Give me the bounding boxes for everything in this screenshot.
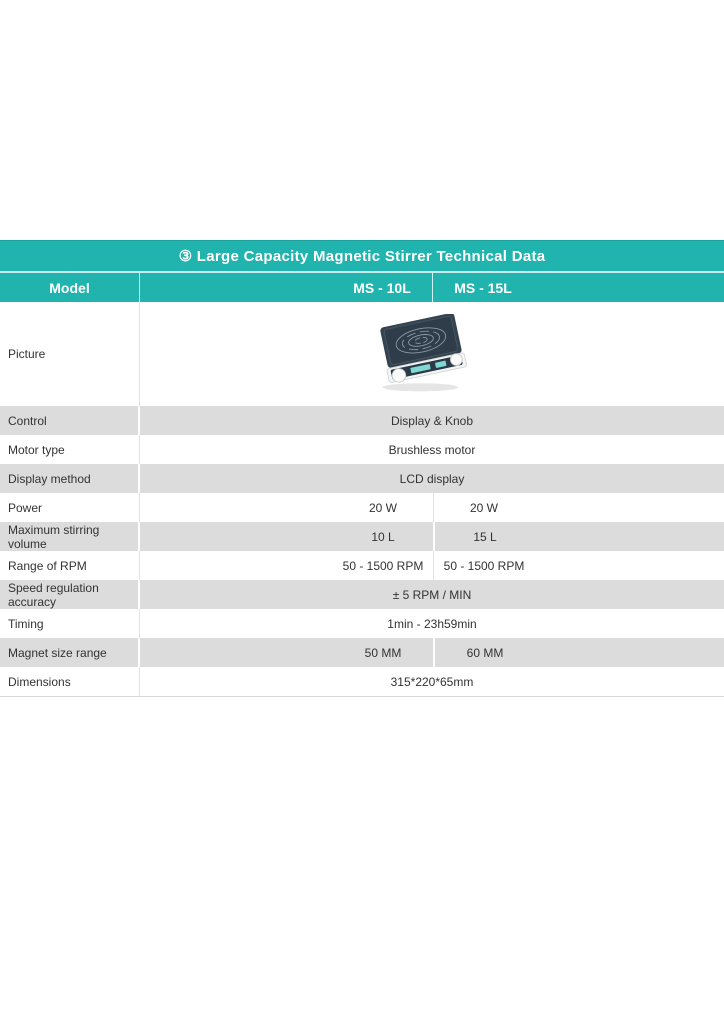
row-value-ms-15l: 15 L	[433, 522, 724, 551]
row-value: 315*220*65mm	[390, 674, 474, 689]
row-value: Display & Knob	[390, 413, 474, 428]
table-row-dimensions	[0, 667, 724, 696]
table-row-magnet-size-range	[0, 638, 724, 667]
table-row-maximum-stirring-volume	[0, 522, 724, 551]
row-label: Dimensions	[0, 667, 140, 696]
table-row-range-of-rpm	[0, 551, 724, 580]
table-row-control	[0, 406, 724, 435]
row-value: ± 5 RPM / MIN	[392, 587, 472, 602]
row-label: Display method	[0, 464, 140, 493]
column-header-ms-15l: MS - 15L	[454, 279, 512, 296]
row-label: Timing	[0, 609, 140, 638]
table-title: ③ Large Capacity Magnetic Stirrer Technical Data	[0, 240, 724, 271]
row-label: Picture	[0, 302, 140, 406]
table-row-motor-type	[0, 435, 724, 464]
row-value-ms-10l: 50 - 1500 RPM	[342, 558, 424, 573]
model-header: Model	[0, 273, 140, 302]
picture-cell	[140, 302, 724, 406]
row-value: 1min - 23h59min	[387, 616, 477, 631]
row-value-ms-15l: 20 W	[433, 493, 724, 522]
row-value: LCD display	[399, 471, 465, 486]
table-row-power	[0, 493, 724, 522]
row-value-ms-10l: 10 L	[371, 529, 395, 544]
row-value-ms-10l: 50 MM	[364, 645, 402, 660]
table-header-row	[0, 271, 724, 302]
row-label: Power	[0, 493, 140, 522]
table-row-timing	[0, 609, 724, 638]
row-value-ms-15l: 60 MM	[433, 638, 724, 667]
row-label: Maximum stirring volume	[0, 522, 140, 551]
row-label: Range of RPM	[0, 551, 140, 580]
table-row-picture	[0, 302, 724, 406]
row-value-ms-10l: 20 W	[368, 500, 397, 515]
table-row-display-method	[0, 464, 724, 493]
row-label: Motor type	[0, 435, 140, 464]
column-header-ms-10l: MS - 10L	[140, 273, 433, 302]
row-label: Magnet size range	[0, 638, 140, 667]
row-value: Brushless motor	[388, 442, 476, 457]
row-label: Speed regulation accuracy	[0, 580, 140, 609]
table-row-speed-regulation-accuracy	[0, 580, 724, 609]
row-value-ms-15l: 50 - 1500 RPM	[433, 551, 724, 580]
row-label: Control	[0, 406, 140, 435]
technical-data-table	[0, 240, 724, 697]
magnetic-stirrer-product-image	[368, 314, 476, 394]
